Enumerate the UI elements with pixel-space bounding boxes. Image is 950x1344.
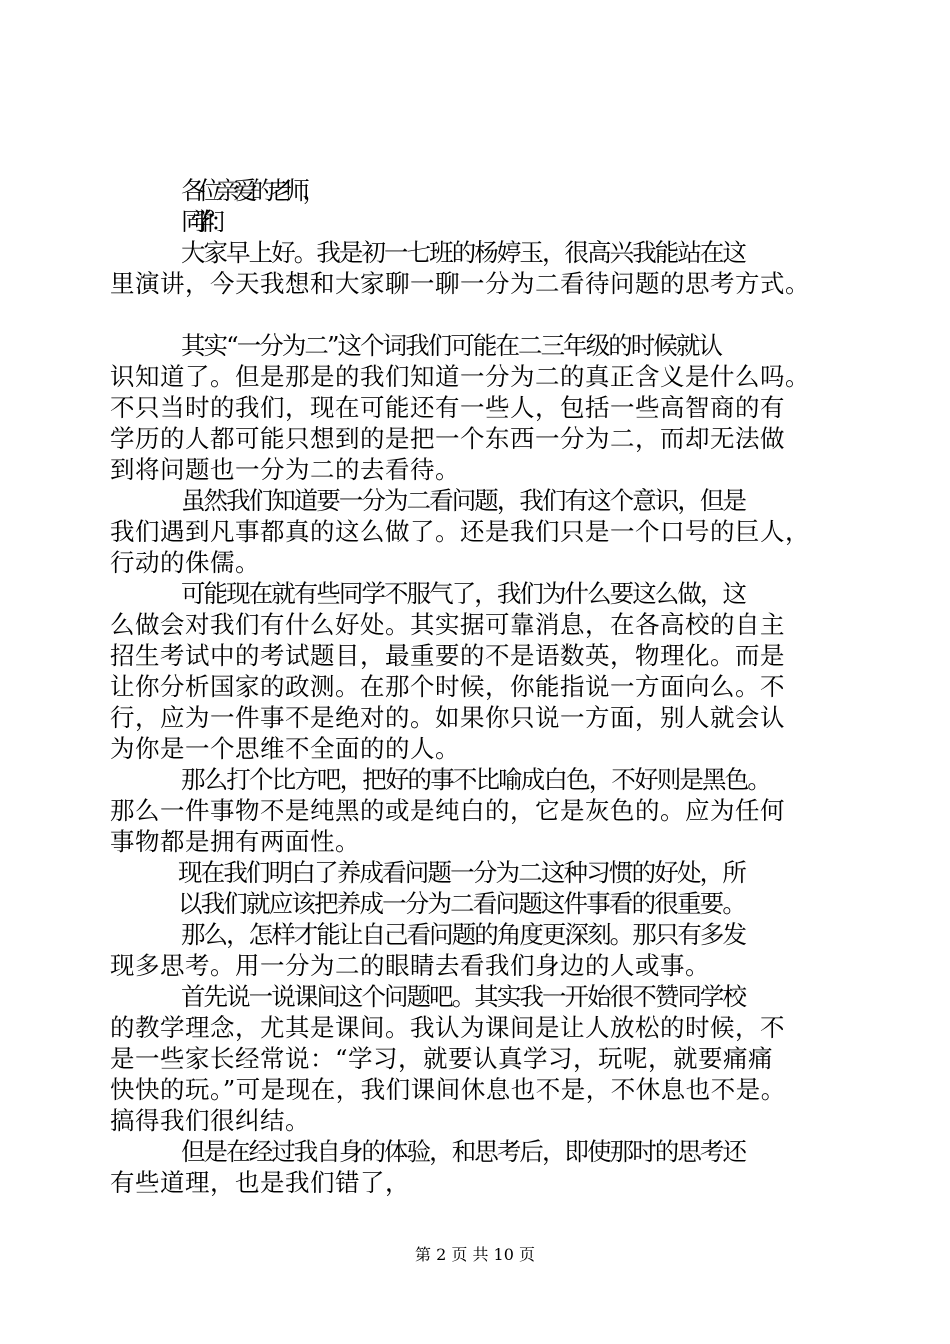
text-line: 让你分析国家的政测。在那个时候，你能指说一方面向么。不	[110, 672, 785, 701]
text-line: 大家早上好。我是初一七班的杨婷玉，很高兴我能站在这	[181, 238, 745, 267]
text-line: 快快的玩。”可是现在，我们课间休息也不是，不休息也不是。	[110, 1075, 786, 1104]
text-line: 不只当时的我们，现在可能还有一些人，包括一些高智商的有	[110, 393, 785, 422]
page-number-footer: 第 2 页 共 10 页	[415, 1245, 535, 1264]
text-line: 么做会对我们有什么好处。其实据可靠消息，在各高校的自主	[110, 610, 785, 639]
text-line: 以我们就应该把养成一分为二看问题这件事看的很重要。	[178, 889, 745, 918]
text-line: 但是在经过我自身的体验，和思考后，即使那时的思考还	[181, 1137, 745, 1166]
text-line: 为你是一个思维不全面的的人。	[110, 734, 460, 763]
text-line: 现在我们明白了养成看问题一分为二这种习惯的好处，所	[178, 858, 745, 887]
text-line: 到将问题也一分为二的去看待。	[110, 455, 460, 484]
text-line: 那么打个比方吧，把好的事不比喻成白色，不好则是黑色。	[181, 765, 770, 794]
salutation-line-2: 同学们：	[181, 207, 220, 236]
text-line: 识知道了。但是那是的我们知道一分为二的真正含义是什么吗。	[110, 362, 810, 391]
text-line: 里演讲，今天我想和大家聊一聊一分为二看待问题的思考方式。	[110, 269, 810, 298]
salutation-line-1: 各位亲爱的老师，	[181, 176, 320, 205]
text-line: 我们遇到凡事都真的这么做了。还是我们只是一个口号的巨人，	[110, 517, 810, 546]
text-line: 首先说一说课间这个问题吧。其实我一开始很不赞同学校	[181, 982, 745, 1011]
text-line: 学历的人都可能只想到的是把一个东西一分为二，而却无法做	[110, 424, 785, 453]
text-line: 有些道理，也是我们错了，	[110, 1168, 410, 1197]
text-line: 那么一件事物不是纯黑的或是纯白的，它是灰色的。应为任何	[110, 796, 785, 825]
text-line: 是一些家长经常说：“学习，就要认真学习，玩呢，就要痛痛	[110, 1044, 774, 1073]
text-line: 行动的侏儒。	[110, 548, 260, 577]
text-line: 行，应为一件事不是绝对的。如果你只说一方面，别人就会认	[110, 703, 785, 732]
text-line: 招生考试中的考试题目，最重要的不是语数英，物理化。而是	[110, 641, 785, 670]
text-line: 搞得我们很纠结。	[110, 1106, 310, 1135]
text-line: 事物都是拥有两面性。	[110, 827, 360, 856]
text-line: 虽然我们知道要一分为二看问题，我们有这个意识，但是	[181, 486, 745, 515]
text-line: 的教学理念，尤其是课间。我认为课间是让人放松的时候，不	[110, 1013, 785, 1042]
text-line: 可能现在就有些同学不服气了，我们为什么要这么做，这	[181, 579, 745, 608]
text-line: 其实“一分为二”这个词我们可能在二三年级的时候就认	[181, 331, 722, 360]
text-line: 那么，怎样才能让自己看问题的角度更深刻。那只有多发	[181, 920, 745, 949]
text-line: 现多思考。用一分为二的眼睛去看我们身边的人或事。	[110, 951, 710, 980]
